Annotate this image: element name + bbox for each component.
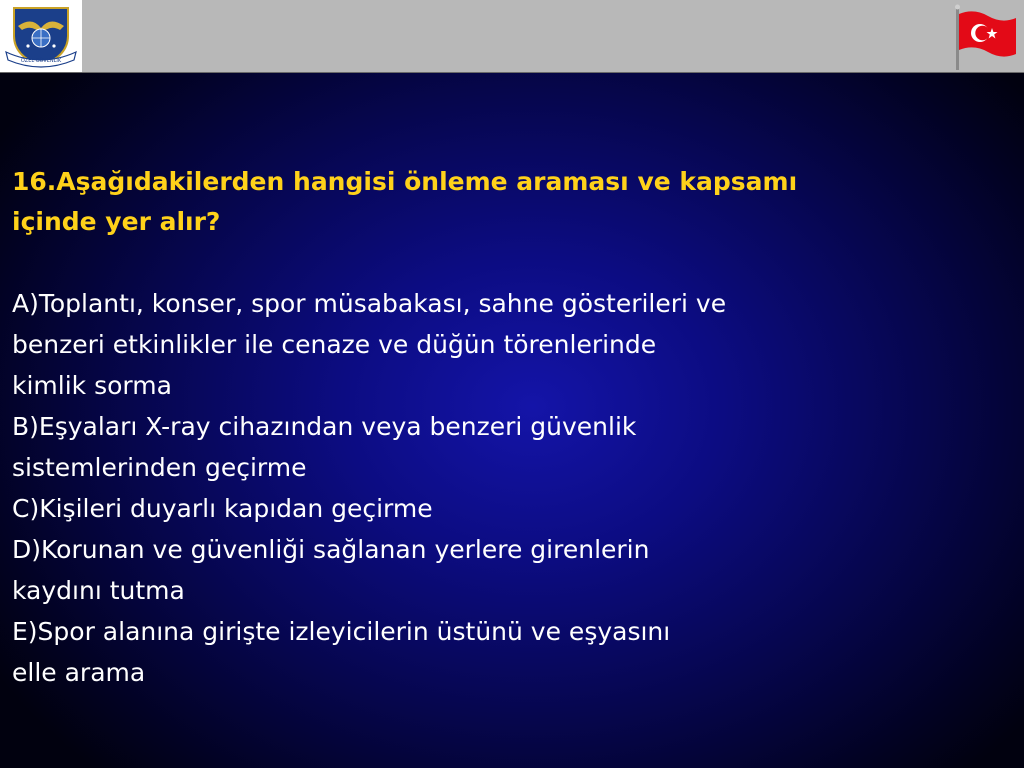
header-bar [0,0,1024,73]
answer-options [12,283,1012,693]
option-a-line: kimlik sorma [12,371,172,400]
flag-container [952,4,1020,70]
option-b-line: B)Eşyaları X-ray cihazından veya benzeri güvenlik [12,412,637,441]
option-e-line: E)Spor alanına girişte izleyicilerin üstünü ve eşyasını [12,617,671,646]
question-line: 16.Aşağıdakilerden hangisi önleme araması ve kapsamı [12,167,798,196]
option-a-line: benzeri etkinlikler ile cenaze ve düğün törenlerinde [12,330,657,359]
security-emblem-icon [2,2,80,70]
option-d-line: D)Korunan ve güvenliği sağlanan yerlere girenlerin [12,535,650,564]
option-e-line: elle arama [12,658,146,687]
logo-container [0,0,82,72]
option-c-line: C)Kişileri duyarlı kapıdan geçirme [12,494,433,523]
option-d-line: kaydını tutma [12,576,185,605]
option-a-line: A)Toplantı, konser, spor müsabakası, sahne gösterileri ve [12,289,727,318]
emblem-text: ÖZEL GÜVENLİK [20,58,62,64]
question-text [12,162,1012,242]
question-line: içinde yer alır? [12,207,221,236]
option-b-line: sistemlerinden geçirme [12,453,307,482]
turkish-flag-icon [952,4,1020,70]
